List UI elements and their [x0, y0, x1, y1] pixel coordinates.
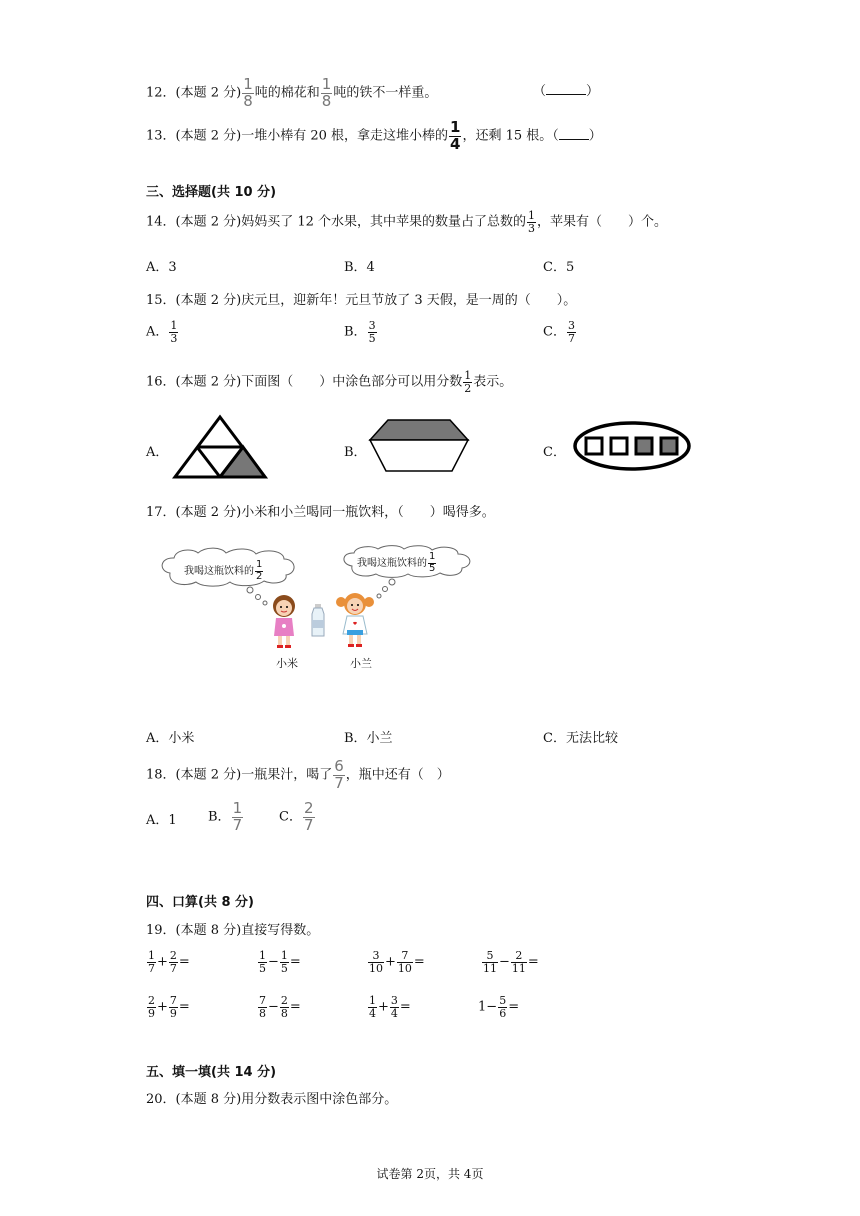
option-a[interactable]: A．: [146, 445, 169, 460]
math-expression: $\frac{5}{11}$ − $\frac{2}{11}$ =: [483, 949, 539, 975]
question-14: 14．(本题 2 分)妈妈买了 12 个水果，其中苹果的数量占了总数的 $\frac{1}{3}$ ，苹果有（ ）个。: [146, 209, 668, 235]
question-17: 17．(本题 2 分)小米和小兰喝同一瓶饮料，（ ）喝得多。: [146, 505, 495, 520]
question-15: 15．(本题 2 分)庆元旦，迎新年！元旦节放了 3 天假，是一周的（ ）。: [146, 293, 577, 308]
girl-xiaolan-illustration: [333, 590, 377, 650]
option-c[interactable]: C． $\frac{2}{7}$: [279, 799, 314, 834]
name-xiaomi: 小米: [276, 657, 298, 670]
question-12: 12．(本题 2 分) $\frac{1}{8}$ 吨的棉花和 $\frac{1}{8}$ 吨的铁不一样重。: [146, 75, 438, 110]
option-c[interactable]: C．: [543, 445, 566, 460]
girl-xiaomi-illustration: [266, 592, 302, 650]
section-heading: 四、口算(共 8 分): [146, 895, 254, 910]
question-18: 18．(本题 2 分)一瓶果汁，喝了 $\frac{6}{7}$ ，瓶中还有（ ）: [146, 757, 450, 792]
option-a[interactable]: A． $\frac{1}{3}$: [146, 319, 178, 345]
option-c[interactable]: C．无法比较: [543, 731, 618, 746]
name-xiaolan: 小兰: [350, 657, 372, 670]
option-b[interactable]: B． $\frac{1}{7}$: [208, 799, 243, 834]
option-c[interactable]: C． $\frac{3}{7}$: [543, 319, 575, 345]
option-b[interactable]: B．小兰: [344, 731, 393, 746]
option-b[interactable]: B． $\frac{3}{5}$: [344, 319, 376, 345]
answer-blank-12[interactable]: （ ）: [533, 84, 600, 99]
answer-blank-13[interactable]: [559, 127, 589, 140]
cloud-text-xiaomi: 我喝这瓶饮料的 $\frac{1}{2}$: [184, 559, 263, 582]
option-a[interactable]: A．1: [146, 813, 177, 828]
math-expression: $\frac{7}{8}$ − $\frac{2}{8}$ =: [259, 994, 301, 1020]
option-b[interactable]: B．: [344, 445, 367, 460]
option-b[interactable]: B．4: [344, 260, 375, 275]
question-20: 20．(本题 8 分)用分数表示图中涂色部分。: [146, 1092, 398, 1107]
trapezoid-figure: [368, 418, 472, 474]
math-expression: $\frac{2}{9}$ + $\frac{7}{9}$ =: [148, 994, 190, 1020]
fraction-1-2: $\frac{1}{2}$: [464, 369, 472, 395]
question-19: 19．(本题 8 分)直接写得数。: [146, 923, 320, 938]
math-expression: $\frac{1}{7}$ + $\frac{2}{7}$ =: [148, 949, 190, 975]
question-13: 13．(本题 2 分)一堆小棒有 20 根，拿走这堆小棒的 $\frac{1}{4}$ ，还剩 15 根。（ ）: [146, 118, 602, 153]
option-c[interactable]: C．5: [543, 260, 575, 275]
fraction-1-4: $\frac{1}{4}$: [450, 118, 461, 153]
math-expression: $\frac{3}{10}$ + $\frac{7}{10}$ =: [369, 949, 425, 975]
cloud-text-xiaolan: 我喝这瓶饮料的 $\frac{1}{5}$: [357, 551, 436, 574]
math-expression: $\frac{1}{4}$ + $\frac{3}{4}$ =: [369, 994, 411, 1020]
page-footer: 试卷第 2页，共 4页: [376, 1167, 484, 1181]
question-16: 16．(本题 2 分)下面图（ ）中涂色部分可以用分数 $\frac{1}{2}$ 表示。: [146, 369, 513, 395]
triangle-figure: [172, 414, 268, 480]
option-a[interactable]: A．小米: [146, 731, 195, 746]
math-expression: $\frac{1}{5}$ − $\frac{1}{5}$ =: [259, 949, 301, 975]
bottle-icon: [310, 604, 326, 638]
option-a[interactable]: A．3: [146, 260, 177, 275]
fraction-1-3: $\frac{1}{3}$: [528, 209, 536, 235]
fraction-1-8: $\frac{1}{8}$: [321, 75, 332, 110]
section-heading: 三、选择题(共 10 分): [146, 185, 277, 200]
section-heading: 五、填一填(共 14 分): [146, 1065, 277, 1080]
ellipse-squares-figure: [572, 420, 692, 472]
fraction-1-8: $\frac{1}{8}$: [243, 75, 253, 110]
math-expression: 1− $\frac{5}{6}$ =: [478, 994, 520, 1020]
